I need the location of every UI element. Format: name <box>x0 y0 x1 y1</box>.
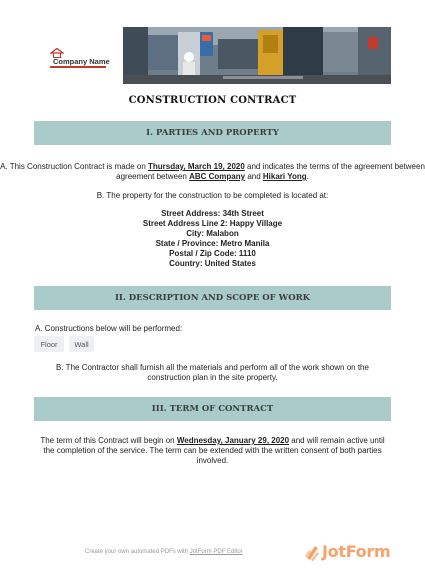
parties-paragraph-line2 <box>0 172 425 182</box>
scope-paragraph: A. Constructions below will be performed: <box>35 324 183 333</box>
contractor-line-1: B. The Contractor shall furnish all the materials and perform all of the work shown on the <box>56 363 369 372</box>
term-line-1 <box>0 436 425 446</box>
address-street: Street Address: 34th Street <box>161 209 264 218</box>
section-heading-term: III. TERM OF CONTRACT <box>34 397 391 421</box>
address-postal: Postal / Zip Code: 1110 <box>169 249 256 258</box>
parties-text-and: and <box>245 172 263 181</box>
term-text-start: The term of this Contract will begin on <box>40 436 177 445</box>
jotform-mark-icon <box>303 542 321 562</box>
party-one: ABC Company <box>189 172 246 181</box>
company-logo <box>50 48 110 68</box>
contractor-line-2: construction plan in the site property. <box>147 373 278 382</box>
contract-date: Thursday, March 19, 2020 <box>148 162 245 171</box>
parties-text-agreement: agreement between <box>116 172 190 181</box>
footer-note <box>85 549 243 555</box>
parties-paragraph <box>0 162 425 172</box>
parties-text-start: A. This Construction Contract is made on <box>0 162 148 171</box>
address-street-line2: Street Address Line 2: Happy Village <box>142 219 283 228</box>
scope-chip-floor: Floor <box>34 336 64 352</box>
parties-text-mid: and indicates the terms of the agreement between <box>244 162 425 171</box>
term-line-3: involved. <box>196 456 229 465</box>
logo-underline <box>50 66 106 68</box>
document-title: CONSTRUCTION CONTRACT <box>128 95 297 106</box>
party-two: Hikari Yong <box>262 172 307 181</box>
jotform-logo[interactable] <box>303 540 395 564</box>
company-name: Company Name <box>53 57 110 66</box>
address-country: Country: United States <box>169 259 256 268</box>
term-start-date: Wednesday, January 29, 2020 <box>176 436 290 445</box>
scope-chip-wall: Wall <box>69 336 94 352</box>
section-heading-scope: II. DESCRIPTION AND SCOPE OF WORK <box>34 286 391 310</box>
jotform-wordmark: JotForm <box>322 542 391 561</box>
section-heading-parties: I. PARTIES AND PROPERTY <box>34 121 391 145</box>
construction-photo <box>123 27 391 84</box>
property-address <box>0 209 425 269</box>
address-city: City: Malabon <box>186 229 239 238</box>
address-state: State / Province: Metro Manila <box>155 239 270 248</box>
term-text-end: and will remain active until <box>289 436 385 445</box>
footer-text: Create your own automated PDFs with <box>85 549 190 555</box>
term-line-2: the completion of the service. The term can be extended with the written consent of both parties <box>43 446 382 455</box>
term-paragraph <box>0 436 425 466</box>
footer-link[interactable]: JotForm PDF Editor <box>189 549 243 555</box>
contractor-paragraph <box>0 363 425 383</box>
parties-text-end: . <box>306 172 309 181</box>
property-paragraph: B. The property for the construction to be completed is located at: <box>96 191 329 200</box>
